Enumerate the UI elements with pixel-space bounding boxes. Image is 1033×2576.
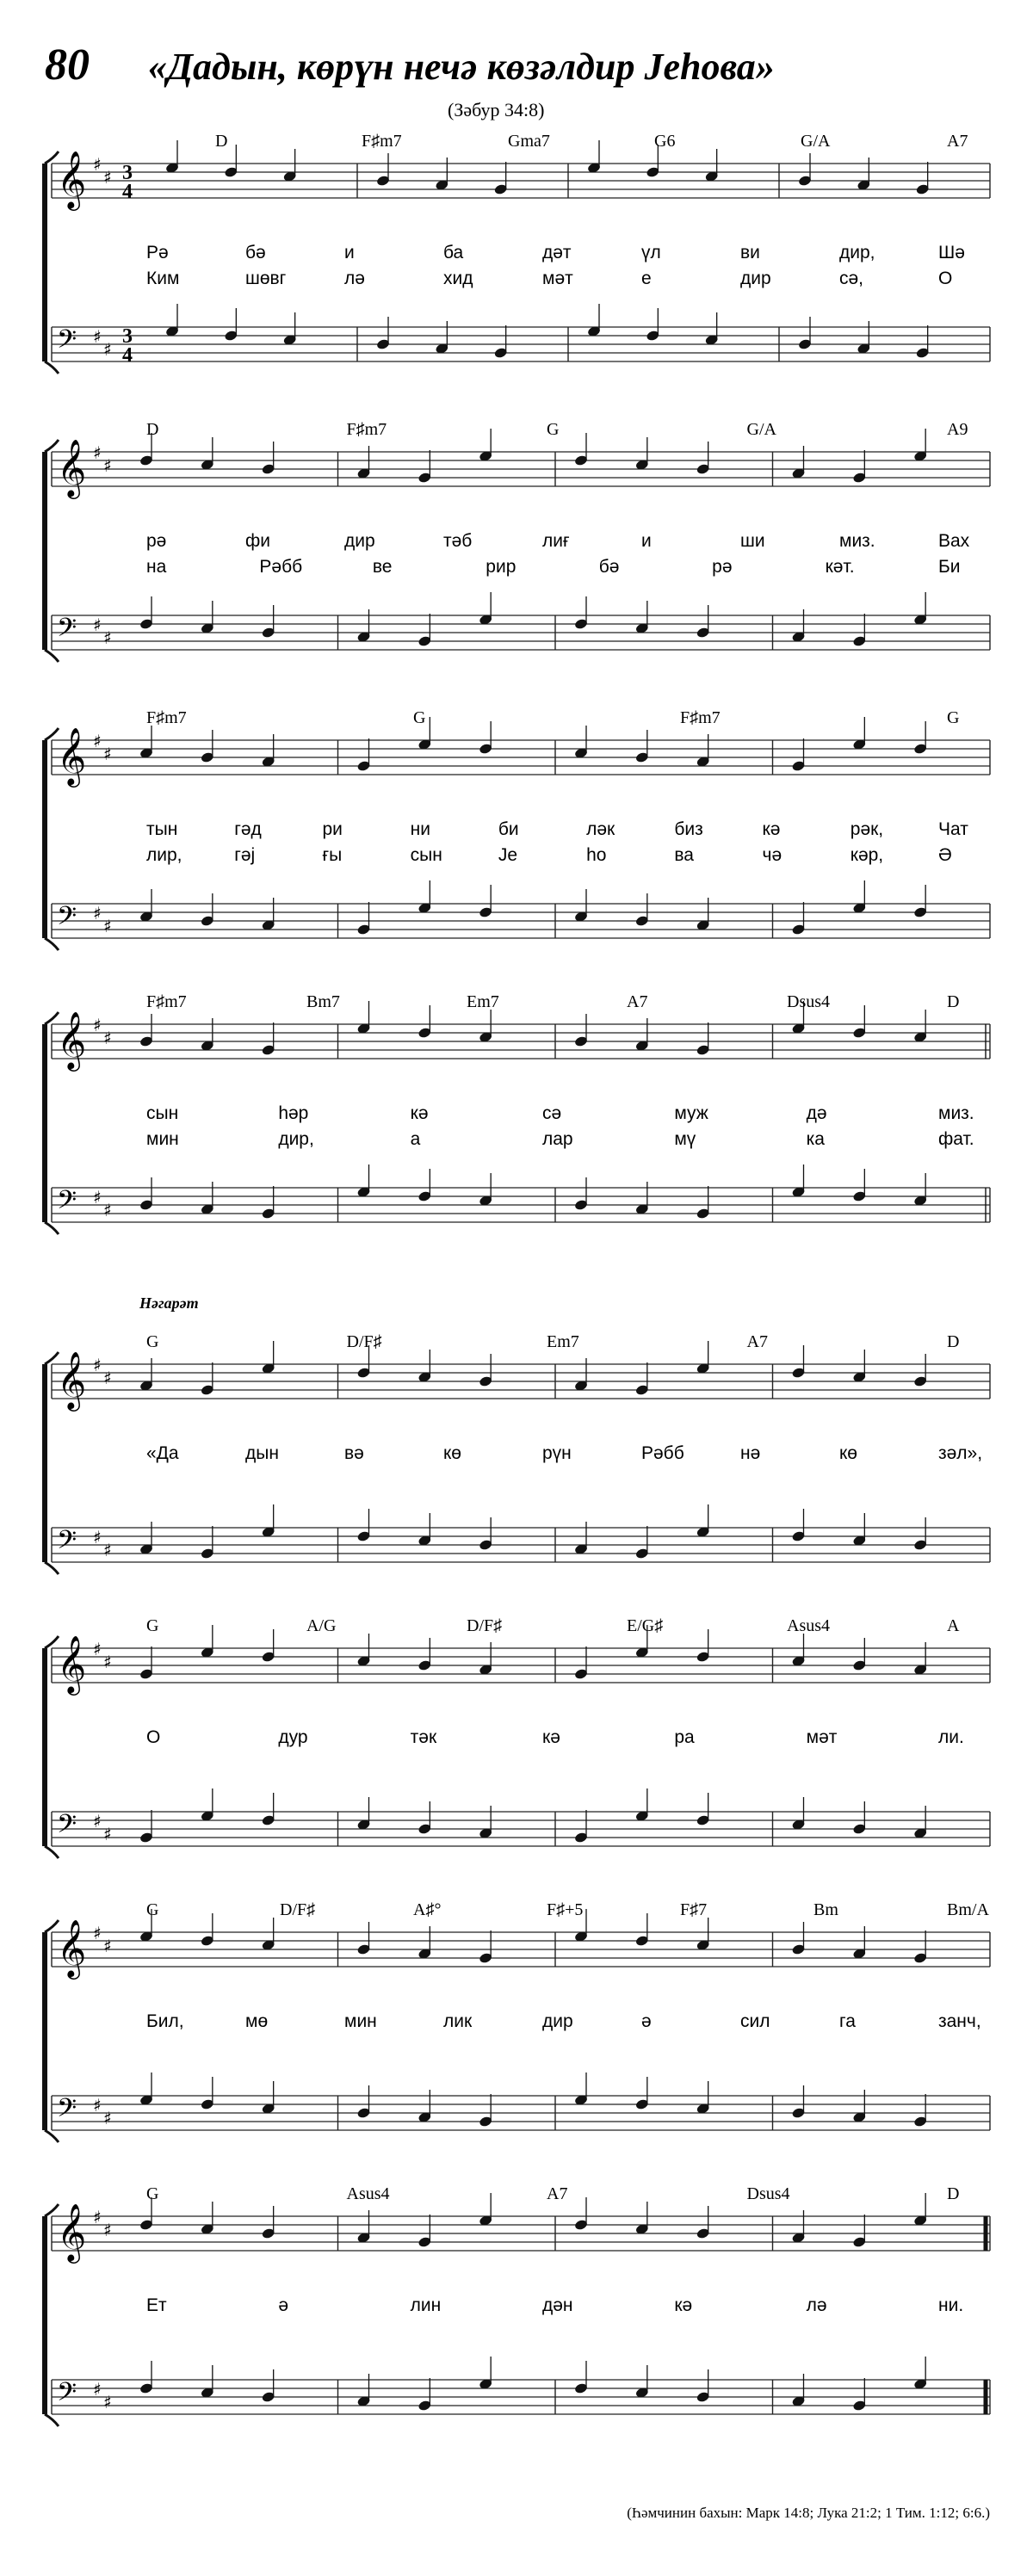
sharp-icon: ♯ [93, 1811, 102, 1832]
treble-clef-icon: 𝄞 [57, 2202, 87, 2261]
lyric-syllable: ра [674, 1727, 695, 1747]
chord-symbol: G [547, 420, 560, 439]
chord-symbol: D/F♯ [280, 1900, 316, 1919]
treble-staff [52, 1625, 990, 1696]
sharp-icon: ♯ [103, 2220, 112, 2240]
chord-symbol: A/G [306, 1616, 337, 1635]
bass-clef-icon: 𝄢 [57, 325, 77, 361]
sharp-icon: ♯ [103, 1540, 112, 1560]
lyric-syllable: лар [542, 1129, 573, 1149]
chord-symbol: D [947, 992, 960, 1011]
sharp-icon: ♯ [93, 2095, 102, 2116]
chord-symbol: D [146, 420, 159, 439]
treble-clef-icon: 𝄞 [57, 1918, 87, 1977]
lyric-syllable: ә [641, 2011, 652, 2031]
lyric-syllable: рир [486, 557, 516, 577]
lyric-syllable: Бил, [146, 2011, 184, 2031]
lyric-syllable: мө [245, 2011, 269, 2031]
chord-symbol: A7 [746, 1332, 768, 1351]
lyric-syllable: фат. [938, 1129, 974, 1149]
lyric-syllable: ва [674, 845, 694, 865]
lyric-syllable: Ким [146, 269, 180, 288]
bracket-bottom [45, 1222, 59, 1234]
chord-symbol: F♯m7 [362, 132, 402, 151]
treble-staff [52, 429, 990, 499]
lyric-syllable: үл [641, 243, 661, 263]
chord-symbol: G [413, 708, 426, 727]
chord-symbol: Bm [813, 1900, 838, 1919]
lyric-syllable: тәк [410, 1727, 437, 1747]
lyric-syllable: Чат [938, 819, 968, 839]
chord-symbol: D/F♯ [346, 1332, 382, 1351]
lyric-syllable: лик [443, 2011, 473, 2031]
lyric-syllable: бә [245, 243, 266, 263]
lyric-syllable: рәк, [850, 819, 884, 839]
lyric-syllable: нә [740, 1443, 761, 1463]
sharp-icon: ♯ [93, 1639, 102, 1659]
bass-staff [52, 1504, 990, 1562]
lyric-syllable: мү [674, 1129, 696, 1149]
bass-clef-icon: 𝄢 [57, 1810, 77, 1845]
lyric-syllable: Рәбб [259, 557, 303, 577]
lyric-syllable: лә [806, 2295, 827, 2315]
chord-symbol: A [947, 1616, 960, 1635]
chord-symbol: Dsus4 [746, 2184, 790, 2203]
lyric-syllable: занч, [938, 2011, 981, 2031]
sharp-icon: ♯ [93, 154, 102, 175]
chord-symbol: F♯7 [680, 1900, 708, 1919]
lyric-syllable: Шә [938, 243, 965, 263]
chord-symbol: G [146, 1900, 159, 1919]
lyric-syllable: кә [542, 1727, 560, 1747]
sharp-icon: ♯ [93, 2379, 102, 2400]
chord-symbol: Em7 [547, 1332, 579, 1351]
lyric-syllable: сын [146, 1103, 179, 1123]
bass-clef-icon: 𝄢 [57, 614, 77, 649]
lyric-syllable: кә [410, 1103, 429, 1123]
lyric-syllable: зәл», [938, 1443, 983, 1463]
lyric-syllable: и [641, 531, 652, 551]
bass-staff [52, 1164, 990, 1222]
lyric-syllable: бә [598, 557, 620, 577]
lyric-syllable: мәт [542, 269, 573, 288]
sharp-icon: ♯ [103, 167, 112, 188]
chord-symbol: Dsus4 [787, 992, 831, 1011]
treble-staff [52, 717, 990, 788]
lyric-syllable: һо [586, 845, 607, 865]
system-3 [45, 708, 990, 950]
bass-clef-icon: 𝄢 [57, 1186, 77, 1221]
sharp-icon: ♯ [93, 1355, 102, 1375]
sharp-icon: ♯ [103, 744, 112, 764]
lyric-syllable: ә [278, 2295, 289, 2315]
lyric-syllable: е [641, 269, 652, 288]
treble-staff [52, 2193, 990, 2264]
lyric-syllable: сил [740, 2011, 770, 2031]
lyric-syllable: га [839, 2011, 856, 2031]
refrain-label: Нәгарәт [139, 1294, 199, 1312]
lyric-syllable: дир [344, 531, 375, 551]
lyric-syllable: рә [712, 557, 733, 577]
sharp-icon: ♯ [93, 1923, 102, 1943]
lyric-syllable: тын [146, 819, 178, 839]
time-signature-top: 3 [122, 325, 133, 348]
lyric-syllable: ләк [586, 819, 615, 839]
chord-symbol: G [146, 1616, 159, 1635]
sharp-icon: ♯ [103, 455, 112, 476]
bracket-bottom [45, 2414, 59, 2426]
lyric-syllable: мин [146, 1129, 179, 1149]
lyric-syllable: сә, [839, 269, 864, 288]
lyric-syllable: миз. [839, 531, 875, 551]
lyric-syllable: на [146, 557, 167, 577]
lyric-syllable: миз. [938, 1103, 974, 1123]
chord-symbol: G6 [654, 132, 676, 151]
song-title: «Дадын, көрүн нечә көзәлдир Јеһова» [148, 46, 775, 88]
lyric-syllable: дур [278, 1727, 308, 1747]
treble-clef-icon: 𝄞 [57, 438, 87, 497]
chord-symbol: A7 [627, 992, 648, 1011]
system-7 [45, 1900, 990, 2142]
system-6 [45, 1616, 990, 1858]
sharp-icon: ♯ [93, 903, 102, 924]
sharp-icon: ♯ [93, 615, 102, 635]
lyric-syllable: хид [443, 269, 473, 288]
chord-symbol: F♯+5 [547, 1900, 584, 1919]
chord-symbol: G/A [801, 132, 831, 151]
chord-symbol: F♯m7 [346, 420, 387, 439]
sharp-icon: ♯ [103, 627, 112, 648]
lyric-syllable: дир [542, 2011, 573, 2031]
bass-clef-icon: 𝄢 [57, 1526, 77, 1561]
lyric-syllable: ви [740, 243, 760, 263]
lyric-syllable: ни. [938, 2295, 964, 2315]
lyric-syllable: ни [410, 819, 430, 839]
lyric-syllable: Је [498, 845, 518, 865]
bass-staff [52, 880, 990, 938]
chord-symbol: D [947, 1332, 960, 1351]
system-4 [45, 992, 990, 1234]
time-signature-top: 3 [122, 162, 133, 184]
lyric-syllable: рә [146, 531, 167, 551]
lyric-syllable: кәр, [850, 845, 884, 865]
bracket-bottom [45, 1562, 59, 1574]
sharp-icon: ♯ [93, 326, 102, 347]
chord-symbol: G/A [746, 420, 776, 439]
system-1 [45, 132, 990, 374]
sharp-icon: ♯ [93, 731, 102, 751]
bass-staff [52, 2357, 990, 2414]
lyric-syllable: дын [245, 1443, 279, 1463]
chord-symbol: Asus4 [787, 1616, 831, 1635]
lyric-syllable: муж [674, 1103, 708, 1123]
chord-symbol: G [947, 708, 960, 727]
lyric-syllable: Рә [146, 243, 169, 263]
chord-symbol: A7 [947, 132, 968, 151]
sharp-icon: ♯ [103, 1652, 112, 1672]
lyric-syllable: ши [740, 531, 765, 551]
systems-layer [45, 132, 990, 2426]
lyric-syllable: мин [344, 2011, 377, 2031]
treble-clef-icon: 𝄞 [57, 1010, 87, 1069]
lyric-syllable: Рәбб [641, 1443, 684, 1463]
sharp-icon: ♯ [103, 1368, 112, 1388]
sharp-icon: ♯ [103, 2108, 112, 2128]
chord-symbol: A7 [547, 2184, 568, 2203]
lyric-syllable: вә [344, 1443, 364, 1463]
lyric-syllable: ғы [322, 845, 343, 865]
system-8 [45, 2184, 990, 2426]
bass-staff [52, 2073, 990, 2130]
lyric-syllable: дән [542, 2295, 573, 2315]
lyric-syllable: кәт. [825, 557, 855, 577]
sharp-icon: ♯ [93, 2207, 102, 2227]
lyric-syllable: лир, [146, 845, 182, 865]
chord-symbol: A♯° [413, 1900, 442, 1919]
bracket-bottom [45, 938, 59, 950]
bass-clef-icon: 𝄢 [57, 902, 77, 937]
chord-symbol: F♯m7 [146, 992, 187, 1011]
chord-symbol: D [215, 132, 228, 151]
lyric-syllable: Ә [938, 845, 952, 865]
song-number: 80 [45, 40, 90, 90]
lyric-syllable: Ет [146, 2295, 167, 2315]
footnote: (Һәмчинин бахын: Марк 14:8; Лука 21:2; 1 Тим. 1:12; 6:6.) [627, 2505, 990, 2521]
lyric-syllable: гәј [234, 845, 256, 865]
chord-symbol: D [947, 2184, 960, 2203]
treble-staff [52, 1341, 990, 1412]
bracket-bottom [45, 650, 59, 662]
treble-staff [52, 1909, 990, 1980]
chord-symbol: D/F♯ [467, 1616, 503, 1635]
lyric-syllable: кә [674, 2295, 693, 2315]
chord-symbol: Bm/A [947, 1900, 989, 1919]
lyric-syllable: мәт [806, 1727, 838, 1747]
lyric-syllable: дә [806, 1103, 827, 1123]
chord-symbol: Em7 [467, 992, 499, 1011]
lyric-syllable: би [498, 819, 519, 839]
lyric-syllable: ве [372, 557, 393, 577]
chord-symbol: F♯m7 [146, 708, 187, 727]
sharp-icon: ♯ [93, 1187, 102, 1208]
treble-staff [52, 1001, 990, 1072]
treble-clef-icon: 𝄞 [57, 726, 87, 785]
lyric-syllable: лиғ [542, 531, 570, 551]
chord-symbol: Gma7 [508, 132, 550, 151]
treble-clef-icon: 𝄞 [57, 1634, 87, 1693]
lyric-syllable: биз [674, 819, 703, 839]
bass-clef-icon: 𝄢 [57, 2094, 77, 2129]
bass-staff [52, 304, 990, 367]
scripture-reference: (Зәбур 34:8) [448, 99, 545, 120]
bass-staff [52, 592, 990, 650]
sharp-icon: ♯ [93, 1527, 102, 1547]
lyric-syllable: сә [542, 1103, 562, 1123]
bracket-bottom [45, 2130, 59, 2142]
lyric-syllable: О [146, 1727, 161, 1747]
lyric-syllable: а [410, 1129, 421, 1149]
sharp-icon: ♯ [93, 1015, 102, 1035]
lyric-syllable: чә [762, 845, 782, 865]
lyric-syllable: гәд [234, 819, 262, 839]
chord-symbol: G [146, 2184, 159, 2203]
chord-symbol: F♯m7 [680, 708, 721, 727]
sharp-icon: ♯ [103, 1824, 112, 1844]
treble-clef-icon: 𝄞 [57, 1350, 87, 1409]
chord-symbol: Bm7 [306, 992, 340, 1011]
chord-symbol: G [146, 1332, 159, 1351]
lyric-syllable: кө [443, 1443, 461, 1463]
lyric-syllable: фи [245, 531, 271, 551]
time-signature-bottom: 4 [122, 344, 133, 367]
lyric-syllable: Би [938, 557, 961, 577]
chord-symbol: A9 [947, 420, 968, 439]
sharp-icon: ♯ [103, 1936, 112, 1956]
lyric-syllable: ри [322, 819, 343, 839]
sharp-icon: ♯ [103, 2392, 112, 2412]
lyric-syllable: лин [410, 2295, 442, 2315]
system-5 [45, 1332, 990, 1574]
lyric-syllable: ли. [938, 1727, 964, 1747]
system-2 [45, 420, 990, 662]
lyric-syllable: рүн [542, 1443, 572, 1463]
lyric-syllable: дир, [839, 243, 875, 263]
bracket-bottom [45, 1846, 59, 1858]
lyric-syllable: ка [806, 1129, 825, 1149]
bass-staff [52, 1788, 990, 1846]
bass-clef-icon: 𝄢 [57, 2378, 77, 2413]
sharp-icon: ♯ [103, 1200, 112, 1220]
lyric-syllable: О [938, 269, 953, 288]
time-signature-bottom: 4 [122, 181, 133, 203]
lyric-syllable: шөвг [245, 269, 287, 288]
lyric-syllable: дир [740, 269, 771, 288]
sharp-icon: ♯ [103, 1028, 112, 1048]
sharp-icon: ♯ [103, 916, 112, 936]
treble-staff [52, 140, 990, 211]
chord-symbol: E/G♯ [627, 1616, 664, 1635]
lyric-syllable: тәб [443, 531, 473, 551]
lyric-syllable: дир, [278, 1129, 314, 1149]
lyric-syllable: лә [344, 269, 365, 288]
lyric-syllable: кә [762, 819, 781, 839]
lyric-syllable: Вах [938, 531, 970, 551]
sharp-icon: ♯ [93, 442, 102, 463]
lyric-syllable: дәт [542, 243, 572, 263]
lyric-syllable: и [344, 243, 355, 263]
treble-clef-icon: 𝄞 [57, 150, 87, 208]
lyric-syllable: «Да [146, 1443, 179, 1463]
lyric-syllable: һәр [278, 1103, 309, 1123]
lyric-syllable: ба [443, 243, 464, 263]
sharp-icon: ♯ [103, 339, 112, 360]
lyric-syllable: кө [839, 1443, 857, 1463]
lyric-syllable: сын [410, 845, 442, 865]
bracket-bottom [45, 361, 59, 374]
chord-symbol: Asus4 [346, 2184, 390, 2203]
